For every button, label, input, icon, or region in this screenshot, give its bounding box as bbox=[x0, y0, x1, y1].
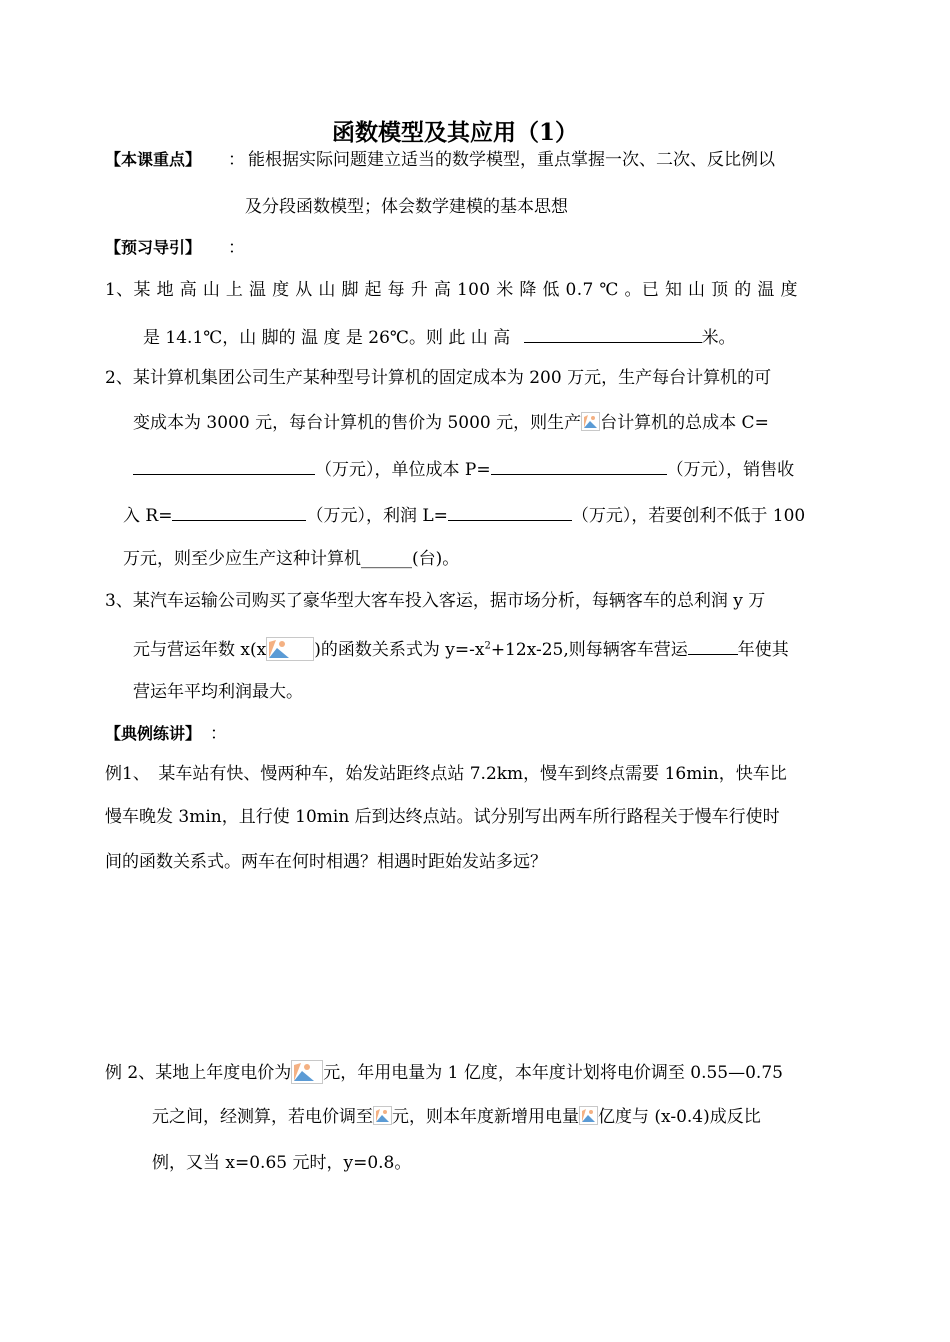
q2-line4-text-c: （万元），若要创利不低于 100 bbox=[571, 506, 806, 526]
q3-line2 bbox=[133, 637, 789, 661]
q3-blank bbox=[688, 638, 738, 655]
focus-text-line1: 能根据实际问题建立适当的数学模型，重点掌握一次、二次、反比例以 bbox=[248, 150, 775, 170]
q2-blank-c bbox=[133, 458, 315, 475]
examples-label: 【典例练讲】 bbox=[105, 724, 202, 743]
q2-line3 bbox=[133, 458, 794, 479]
focus-colon: ： bbox=[228, 150, 245, 170]
q2-blank-l bbox=[448, 504, 572, 521]
formula-image-icon bbox=[373, 1106, 392, 1125]
q3-line2-text-d: 年使其 bbox=[737, 640, 789, 660]
q2-line2 bbox=[133, 412, 769, 432]
q2-line4-text-b: （万元），利润 L= bbox=[306, 506, 448, 526]
ex2-line2-text-b: 元，则本年度新增用电量 bbox=[392, 1107, 579, 1127]
ex2-line3: 例，又当 x=0.65 元时，y=0.8。 bbox=[152, 1153, 412, 1173]
ex2-line1-text-b: 元，年用电量为 1 亿度，本年度计划将电价调至 0.55—0.75 bbox=[323, 1063, 783, 1083]
ex2-line1-text-a: 例 2、某地上年度电价为 bbox=[105, 1063, 292, 1083]
q2-line2-text-a: 变成本为 3000 元，每台计算机的售价为 5000 元，则生产 bbox=[133, 413, 582, 433]
focus-label: 【本课重点】 bbox=[105, 150, 202, 169]
q3-line2-text-b: )的函数关系式为 y=-x bbox=[314, 640, 485, 660]
q3-line1: 3、某汽车运输公司购买了豪华型大客车投入客运，据市场分析，每辆客车的总利润 y 万 bbox=[105, 591, 766, 611]
formula-image-icon bbox=[266, 637, 314, 661]
ex1-line2: 慢车晚发 3min，且行使 10min 后到达终点站。试分别写出两车所行路程关于慢车行使时 bbox=[105, 807, 780, 827]
q2-blank-r bbox=[172, 504, 306, 521]
ex1-line1: 例1、 某车站有快、慢两种车，始发站距终点站 7.2km，慢车到终点需要 16min，快车比 bbox=[105, 764, 787, 784]
q1-blank bbox=[524, 326, 702, 343]
ex2-line2 bbox=[152, 1106, 761, 1126]
preview-colon: ： bbox=[228, 238, 245, 258]
q2-line3-text-a: （万元），单位成本 P= bbox=[315, 460, 491, 480]
focus-text-line2: 及分段函数模型；体会数学建模的基本思想 bbox=[245, 197, 568, 217]
q3-line2-text-a: 元与营运年数 x(x bbox=[133, 640, 267, 660]
page-title: 函数模型及其应用（1） bbox=[332, 119, 579, 146]
q2-line1: 2、某计算机集团公司生产某种型号计算机的固定成本为 200 万元，生产每台计算机的可 bbox=[105, 368, 772, 388]
ex2-line2-text-a: 元之间，经测算，若电价调至 bbox=[152, 1107, 373, 1127]
q2-line2-text-b: 台计算机的总成本 C= bbox=[600, 413, 769, 433]
formula-image-icon bbox=[579, 1106, 598, 1125]
ex1-line3: 间的函数关系式。两车在何时相遇？相遇时距始发站多远？ bbox=[105, 852, 547, 872]
ex2-line1 bbox=[105, 1060, 783, 1084]
q1-line1: 1、某 地 高 山 上 温 度 从 山 脚 起 每 升 高 100 米 降 低 0.7 ℃ 。已 知 山 顶 的 温 度 bbox=[105, 280, 798, 300]
q2-blank-p bbox=[491, 458, 667, 475]
q1-unit: 米。 bbox=[701, 328, 736, 348]
q3-line3: 营运年平均利润最大。 bbox=[133, 682, 303, 702]
q1-text: 是 14.1℃，山 脚的 温 度 是 26℃。则 此 山 高 bbox=[143, 328, 511, 348]
formula-image-icon bbox=[581, 412, 600, 431]
preview-label: 【预习导引】 bbox=[105, 238, 202, 257]
q1-line2 bbox=[143, 326, 736, 347]
q2-line4 bbox=[123, 504, 805, 525]
q2-line4-text-a: 入 R= bbox=[123, 506, 173, 526]
q3-line2-text-c: +12x-25,则每辆客车营运 bbox=[490, 640, 688, 660]
q2-line3-text-b: （万元），销售收 bbox=[666, 460, 795, 480]
examples-colon: ： bbox=[210, 724, 227, 744]
q2-line5: 万元，则至少应生产这种计算机______(台)。 bbox=[123, 549, 460, 569]
formula-image-icon bbox=[291, 1060, 323, 1084]
q3-exponent: 2 bbox=[484, 640, 491, 652]
ex2-line2-text-c: 亿度与 (x-0.4)成反比 bbox=[598, 1107, 761, 1127]
